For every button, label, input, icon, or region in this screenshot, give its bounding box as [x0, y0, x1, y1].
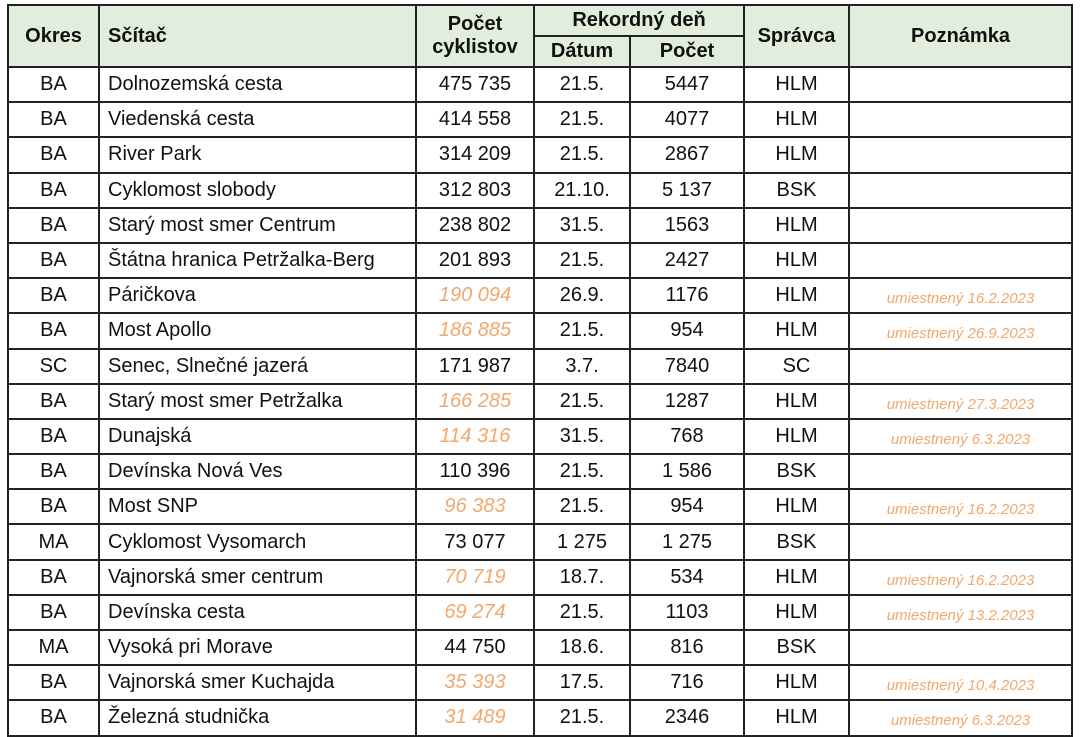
cell-okres: BA — [8, 489, 99, 524]
cell-record-count: 7840 — [630, 349, 744, 384]
cell-counter-name: Senec, Slnečné jazerá — [99, 349, 416, 384]
cell-note — [849, 102, 1072, 137]
cell-okres: BA — [8, 560, 99, 595]
table-row — [8, 384, 1072, 419]
header-scitac: Sčítač — [99, 5, 416, 67]
header-spravca: Správca — [744, 5, 849, 67]
cell-counter-name: Dunajská — [99, 419, 416, 454]
cell-administrator: HLM — [744, 700, 849, 735]
cell-counter-name: Cyklomost Vysomarch — [99, 524, 416, 559]
cell-counter-name: Páričkova — [99, 278, 416, 313]
cell-okres: BA — [8, 173, 99, 208]
cell-note: umiestnený 13.2.2023 — [849, 595, 1072, 630]
cell-record-count: 1 586 — [630, 454, 744, 489]
table-row — [8, 349, 1072, 384]
cell-record-date: 18.6. — [534, 630, 630, 665]
table-row — [8, 208, 1072, 243]
cell-note: umiestnený 6.3.2023 — [849, 700, 1072, 735]
cell-administrator: HLM — [744, 419, 849, 454]
cell-counter-name: Most SNP — [99, 489, 416, 524]
cell-record-date: 31.5. — [534, 208, 630, 243]
header-pocet-cyklistov: Počet cyklistov — [416, 5, 534, 67]
cell-administrator: HLM — [744, 560, 849, 595]
table-row — [8, 595, 1072, 630]
cell-administrator: HLM — [744, 384, 849, 419]
cell-okres: BA — [8, 419, 99, 454]
cell-record-date: 21.5. — [534, 489, 630, 524]
cell-record-date: 21.10. — [534, 173, 630, 208]
cell-record-date: 18.7. — [534, 560, 630, 595]
cell-okres: BA — [8, 700, 99, 735]
cell-counter-name: Vysoká pri Morave — [99, 630, 416, 665]
table-row — [8, 560, 1072, 595]
cell-counter-name: Cyklomost slobody — [99, 173, 416, 208]
cell-cyclist-count: 186 885 — [416, 313, 534, 348]
cell-record-count: 5447 — [630, 67, 744, 102]
table-row — [8, 102, 1072, 137]
cell-note: umiestnený 16.2.2023 — [849, 278, 1072, 313]
cell-note — [849, 173, 1072, 208]
cell-record-count: 5 137 — [630, 173, 744, 208]
cell-cyclist-count: 414 558 — [416, 102, 534, 137]
cell-note — [849, 524, 1072, 559]
cell-counter-name: Most Apollo — [99, 313, 416, 348]
cell-okres: BA — [8, 102, 99, 137]
table-row — [8, 67, 1072, 102]
cell-okres: BA — [8, 384, 99, 419]
cell-cyclist-count: 73 077 — [416, 524, 534, 559]
cell-note — [849, 208, 1072, 243]
cell-note: umiestnený 16.2.2023 — [849, 560, 1072, 595]
table-row — [8, 489, 1072, 524]
header-pocet: Počet — [630, 36, 744, 67]
cell-cyclist-count: 238 802 — [416, 208, 534, 243]
cell-note — [849, 67, 1072, 102]
cell-okres: BA — [8, 137, 99, 172]
cell-counter-name: Železná studnička — [99, 700, 416, 735]
cell-note — [849, 630, 1072, 665]
table-row — [8, 313, 1072, 348]
cell-record-date: 21.5. — [534, 454, 630, 489]
table-row — [8, 630, 1072, 665]
cell-okres: BA — [8, 67, 99, 102]
cell-administrator: BSK — [744, 524, 849, 559]
cell-administrator: HLM — [744, 313, 849, 348]
cell-record-date: 21.5. — [534, 595, 630, 630]
cell-counter-name: Starý most smer Petržalka — [99, 384, 416, 419]
cell-note — [849, 454, 1072, 489]
cell-counter-name: Starý most smer Centrum — [99, 208, 416, 243]
cell-cyclist-count: 171 987 — [416, 349, 534, 384]
cell-note: umiestnený 26.9.2023 — [849, 313, 1072, 348]
cell-administrator: HLM — [744, 137, 849, 172]
table-row — [8, 173, 1072, 208]
cell-administrator: BSK — [744, 454, 849, 489]
cell-cyclist-count: 69 274 — [416, 595, 534, 630]
cell-cyclist-count: 44 750 — [416, 630, 534, 665]
cell-record-date: 31.5. — [534, 419, 630, 454]
table-row — [8, 278, 1072, 313]
cell-record-date: 1 275 — [534, 524, 630, 559]
cell-record-count: 1 275 — [630, 524, 744, 559]
cell-record-date: 3.7. — [534, 349, 630, 384]
cell-cyclist-count: 190 094 — [416, 278, 534, 313]
table-row — [8, 454, 1072, 489]
cell-note: umiestnený 6.3.2023 — [849, 419, 1072, 454]
cell-administrator: HLM — [744, 665, 849, 700]
cell-administrator: HLM — [744, 208, 849, 243]
cell-administrator: BSK — [744, 630, 849, 665]
cell-administrator: HLM — [744, 278, 849, 313]
cell-record-count: 4077 — [630, 102, 744, 137]
cell-okres: BA — [8, 243, 99, 278]
table-row — [8, 419, 1072, 454]
cell-cyclist-count: 96 383 — [416, 489, 534, 524]
cell-okres: MA — [8, 524, 99, 559]
cell-okres: BA — [8, 595, 99, 630]
cell-note — [849, 349, 1072, 384]
cell-counter-name: Devínska cesta — [99, 595, 416, 630]
cell-cyclist-count: 314 209 — [416, 137, 534, 172]
cell-cyclist-count: 31 489 — [416, 700, 534, 735]
cell-counter-name: Devínska Nová Ves — [99, 454, 416, 489]
cell-note — [849, 243, 1072, 278]
cell-administrator: HLM — [744, 67, 849, 102]
cell-counter-name: Dolnozemská cesta — [99, 67, 416, 102]
cell-record-count: 954 — [630, 313, 744, 348]
cell-record-count: 1287 — [630, 384, 744, 419]
table-row — [8, 524, 1072, 559]
cell-okres: MA — [8, 630, 99, 665]
cell-record-count: 2867 — [630, 137, 744, 172]
table-header — [8, 5, 1072, 67]
cell-record-count: 534 — [630, 560, 744, 595]
header-datum: Dátum — [534, 36, 630, 67]
cell-record-date: 21.5. — [534, 384, 630, 419]
cell-record-count: 1176 — [630, 278, 744, 313]
cell-counter-name: Vajnorská smer Kuchajda — [99, 665, 416, 700]
cell-counter-name: Štátna hranica Petržalka-Berg — [99, 243, 416, 278]
cell-administrator: SC — [744, 349, 849, 384]
cell-cyclist-count: 70 719 — [416, 560, 534, 595]
cell-record-date: 21.5. — [534, 102, 630, 137]
cell-record-date: 21.5. — [534, 137, 630, 172]
header-rekordny-den: Rekordný deň — [534, 5, 744, 36]
cyclist-counter-table — [7, 4, 1073, 737]
cell-cyclist-count: 312 803 — [416, 173, 534, 208]
cell-cyclist-count: 35 393 — [416, 665, 534, 700]
table-row — [8, 137, 1072, 172]
table-body — [8, 67, 1072, 736]
cell-cyclist-count: 201 893 — [416, 243, 534, 278]
cell-record-count: 716 — [630, 665, 744, 700]
cell-administrator: HLM — [744, 489, 849, 524]
cell-record-date: 21.5. — [534, 700, 630, 735]
cell-record-count: 1103 — [630, 595, 744, 630]
cell-record-date: 21.5. — [534, 67, 630, 102]
cell-record-date: 26.9. — [534, 278, 630, 313]
cell-okres: SC — [8, 349, 99, 384]
cell-okres: BA — [8, 313, 99, 348]
cell-record-count: 768 — [630, 419, 744, 454]
cell-record-count: 2427 — [630, 243, 744, 278]
header-okres: Okres — [8, 5, 99, 67]
cell-note: umiestnený 10.4.2023 — [849, 665, 1072, 700]
cell-note: umiestnený 27.3.2023 — [849, 384, 1072, 419]
table-row — [8, 700, 1072, 735]
cell-record-count: 816 — [630, 630, 744, 665]
table-row — [8, 243, 1072, 278]
cell-note: umiestnený 16.2.2023 — [849, 489, 1072, 524]
header-poznamka: Poznámka — [849, 5, 1072, 67]
cell-record-date: 17.5. — [534, 665, 630, 700]
cell-administrator: HLM — [744, 243, 849, 278]
cell-note — [849, 137, 1072, 172]
cell-record-count: 1563 — [630, 208, 744, 243]
cell-record-count: 2346 — [630, 700, 744, 735]
table-row — [8, 665, 1072, 700]
cell-cyclist-count: 110 396 — [416, 454, 534, 489]
cell-administrator: HLM — [744, 595, 849, 630]
cell-record-date: 21.5. — [534, 313, 630, 348]
cell-cyclist-count: 114 316 — [416, 419, 534, 454]
cell-okres: BA — [8, 208, 99, 243]
cell-record-date: 21.5. — [534, 243, 630, 278]
cell-counter-name: River Park — [99, 137, 416, 172]
cell-administrator: BSK — [744, 173, 849, 208]
cell-cyclist-count: 166 285 — [416, 384, 534, 419]
cell-okres: BA — [8, 665, 99, 700]
cell-counter-name: Viedenská cesta — [99, 102, 416, 137]
cell-administrator: HLM — [744, 102, 849, 137]
cell-record-count: 954 — [630, 489, 744, 524]
cell-cyclist-count: 475 735 — [416, 67, 534, 102]
cell-okres: BA — [8, 278, 99, 313]
cell-counter-name: Vajnorská smer centrum — [99, 560, 416, 595]
cell-okres: BA — [8, 454, 99, 489]
